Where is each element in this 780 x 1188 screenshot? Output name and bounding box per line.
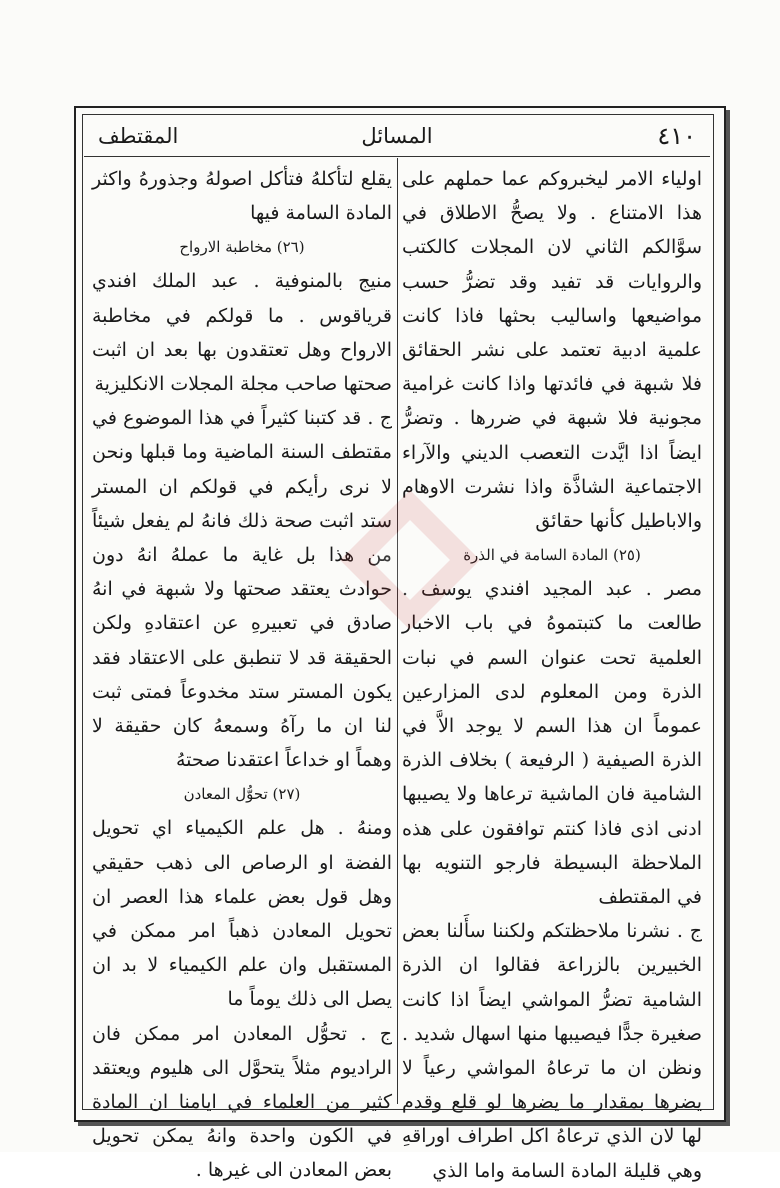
question-heading: (٢٦) مخاطبة الارواح [179,238,305,257]
right-column [402,162,702,1182]
header-rule [84,156,710,157]
question-heading: (٢٧) تحوُّل المعادن [183,785,301,804]
page-header [90,118,704,158]
paragraph: ج . قد كتبنا كثيراً في هذا الموضوع في مقتطف السنة الماضية وما قبلها ونحن لا نرى رأيكم في قولكم ان المستر ستد اثبت صحة ذلك فانهُ لم يفعل شيئاً من هذا بل غاية ما عملهُ انهُ دون حوادث يعتقد صحتها ولا شبهة في انهُ صادق في تعبيرهِ عن اعتقادهِ ولكن الحقيقة قد لا تنطبق على الاعتقاد فقد يكون المستر ستد مخدوعاً فمتى ثبت لنا ان ما رآهُ وسمعهُ كان حقيقة لا وهماً او خداعاً اعتقدنا صحتهُ [92,407,392,772]
paragraph: ج . تحوُّل المعادن امر ممكن فان الراديوم مثلاً يتحوَّل الى هليوم ويعتقد كثير من العلماء في ايامنا ان المادة في الكون واحدة وانهُ يمكن تحويل بعض المعادن الى غيرها . [92,1022,392,1182]
page-number: ٤١٠ [657,122,696,150]
paragraph: ومنهُ . هل علم الكيمياء اي تحويل الفضة او الرصاص الى ذهب حقيقي وهل قول بعض علماء هذا العصر ان تحويل المعادن ذهباً امر ممكن في المستقبل وان علم الكيمياء لا بد ان يصل الى ذلك يوماً ما [92,817,392,1011]
paragraph: ج . نشرنا ملاحظتكم ولكننا سأَلنا بعض الخبيرين بالزراعة فقالوا ان الذرة الشامية تضرُّ المواشي ايضاً اذا كانت صغيرة جدًّا فيصيبها منها اسهال شديد . ونظن ان ما ترعاهُ المواشي رعياً لا يضرها بمقدار ما يضرها لو قلع وقدم لها لان الذي ترعاهُ اكل اطراف اوراقهِ وهي قليلة المادة السامة واما الذي [402,920,702,1182]
left-column [92,162,392,1182]
question-heading: (٢٥) المادة السامة في الذرة [463,546,641,565]
paragraph: مصر . عبد المجيد افندي يوسف . طالعت ما كتبتموهُ في باب الاخبار العلمية تحت عنوان السم في نبات الذرة ومن المعلوم لدى المزارعين عموماً ان هذا السم لا يوجد الاَّ في الذرة الصيفية ( الرفيعة ) بخلاف الذرة الشامية فان الماشية ترعاها ولا يصيبها ادنى اذى فاذا كنتم توافقون على هذه الملاحظة البسيطة فارجو التنويه بها في المقتطف [402,578,702,909]
paragraph: يقلع لتأكلهُ فتأكل اصولهُ وجذورهُ واكثر المادة السامة فيها [92,168,392,225]
section-title: المسائل [361,124,433,148]
magazine-title: المقتطف [98,124,179,148]
paragraph: اولياء الامر ليخبروكم عما حملهم على هذا الامتناع . ولا يصحُّ الاطلاق في سوَّالكم الثاني لان المجلات كالكتب والروايات قد تفيد وقد تضرُّ حسب مواضيعها واساليب بحثها فاذا كانت علمية ادبية تعتمد على نشر الحقائق فلا شبهة في فائدتها واذا كانت غرامية مجونية فلا شبهة في ضررها . وتضرُّ ايضاً اذا ايَّدت التعصب الديني والآراء الاجتماعية الشاذَّة واذا نشرت الاوهام والاباطيل كأنها حقائق [402,168,702,533]
column-divider [397,158,398,1104]
paragraph: منيج بالمنوفية . عبد الملك افندي قرياقوس . ما قولكم في مخاطبة الارواح وهل تعتقدون بها بعد ان اثبت صحتها صاحب مجلة المجلات الانكليزية [92,270,392,396]
